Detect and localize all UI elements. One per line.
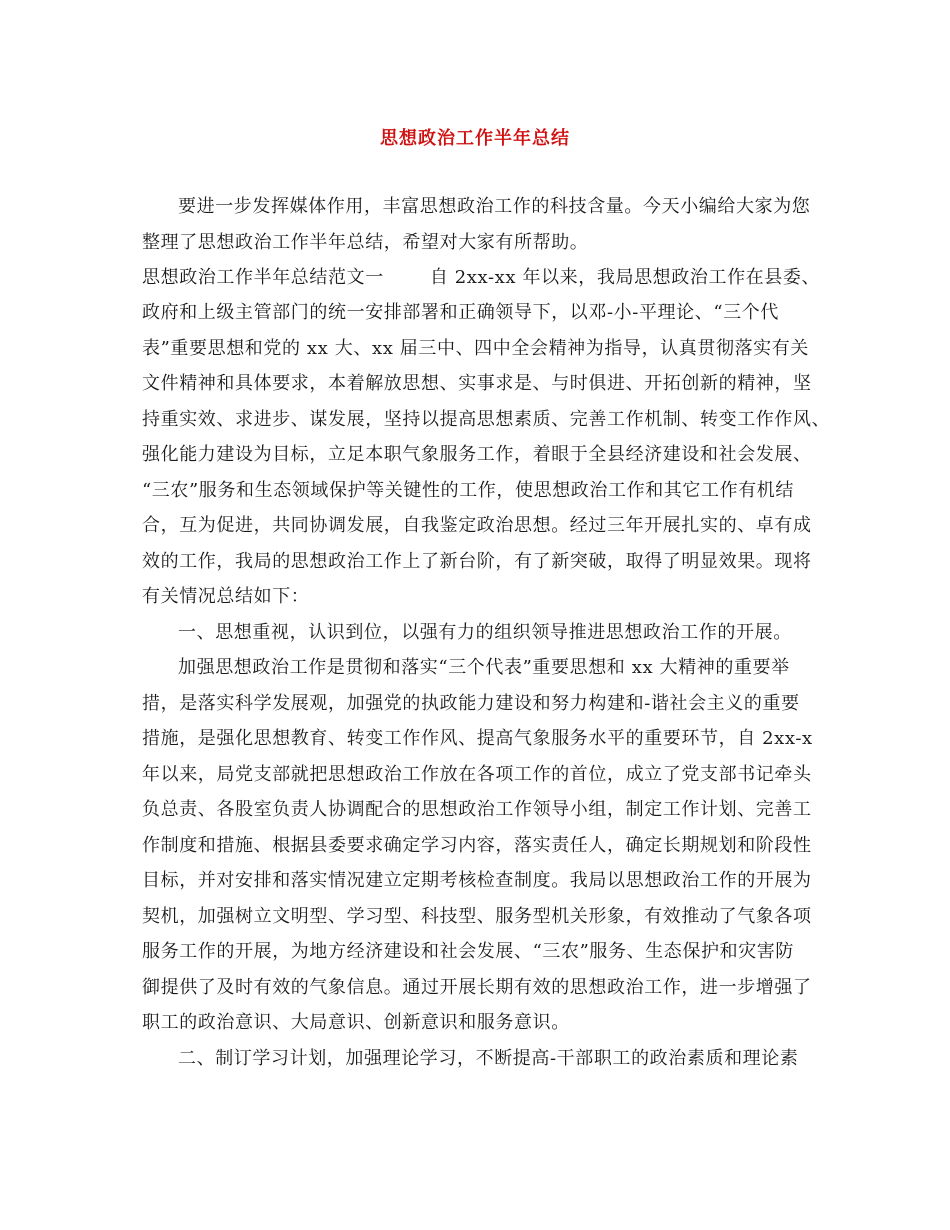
paragraph-line: 文件精神和具体要求，本着解放思想、实事求是、与时俱进、开拓创新的精神，坚	[142, 373, 812, 394]
section-heading: 思想政治工作半年总结范文一	[142, 267, 384, 288]
paragraph-line: 要进一步发挥媒体作用，丰富思想政治工作的科技含量。今天小编给大家为您	[178, 196, 811, 217]
paragraph-text: 自 2xx-xx 年以来，我局思想政治工作在县委、	[429, 267, 821, 288]
paragraph-line: 措施，是强化思想教育、转变工作作风、提高气象服务水平的重要环节，自 2xx-x	[142, 728, 813, 749]
paragraph-line: 加强思想政治工作是贯彻和落实“三个代表”重要思想和 xx 大精神的重要举	[178, 657, 790, 678]
paragraph-line: 措，是落实科学发展观，加强党的执政能力建设和努力构建和-谐社会主义的重要	[142, 693, 800, 714]
paragraph-line	[142, 266, 820, 290]
paragraph-line: 目标，并对安排和落实情况建立定期考核检查制度。我局以思想政治工作的开展为	[142, 870, 812, 891]
paragraph-line: 合，互为促进，共同协调发展，自我鉴定政治思想。经过三年开展扎实的、卓有成	[142, 515, 812, 536]
paragraph-line: 效的工作，我局的思想政治工作上了新台阶，有了新突破，取得了明显效果。现将	[142, 551, 812, 572]
paragraph-line: 年以来，局党支部就把思想政治工作放在各项工作的首位，成立了党支部书记牵头	[142, 764, 812, 785]
paragraph-line: 负总责、各股室负责人协调配合的思想政治工作领导小组，制定工作计划、完善工	[142, 799, 812, 820]
paragraph-line: 职工的政治意识、大局意识、创新意识和服务意识。	[142, 1012, 570, 1033]
paragraph-line: 强化能力建设为目标，立足本职气象服务工作，着眼于全县经济建设和社会发展、	[142, 444, 812, 465]
paragraph-line: 作制度和措施、根据县委要求确定学习内容，落实责任人，确定长期规划和阶段性	[142, 835, 812, 856]
section-heading: 二、制订学习计划，加强理论学习，不断提高-干部职工的政治素质和理论素	[178, 1048, 799, 1069]
paragraph-line: 表”重要思想和党的 xx 大、xx 届三中、四中全会精神为指导，认真贯彻落实有关	[142, 338, 809, 359]
paragraph-line: 持重实效、求进步、谋发展，坚持以提高思想素质、完善工作机制、转变工作作风、	[142, 409, 831, 430]
document-title: 思想政治工作半年总结	[380, 128, 570, 149]
paragraph-line: 服务工作的开展，为地方经济建设和社会发展、“三农”服务、生态保护和灾害防	[142, 941, 795, 962]
paragraph-line: 整理了思想政治工作半年总结，希望对大家有所帮助。	[142, 232, 589, 253]
paragraph-line: 有关情况总结如下：	[142, 586, 310, 607]
paragraph-line: “三农”服务和生态领域保护等关键性的工作，使思想政治工作和其它工作有机结	[142, 480, 795, 501]
section-heading: 一、思想重视，认识到位，以强有力的组织领导推进思想政治工作的开展。	[178, 622, 792, 643]
paragraph-line: 政府和上级主管部门的统一安排部署和正确领导下，以邓-小-平理论、“三个代	[142, 302, 779, 323]
paragraph-line: 御提供了及时有效的气象信息。通过开展长期有效的思想政治工作，进一步增强了	[142, 977, 812, 998]
paragraph-line: 契机，加强树立文明型、学习型、科技型、服务型机关形象，有效推动了气象各项	[142, 906, 812, 927]
